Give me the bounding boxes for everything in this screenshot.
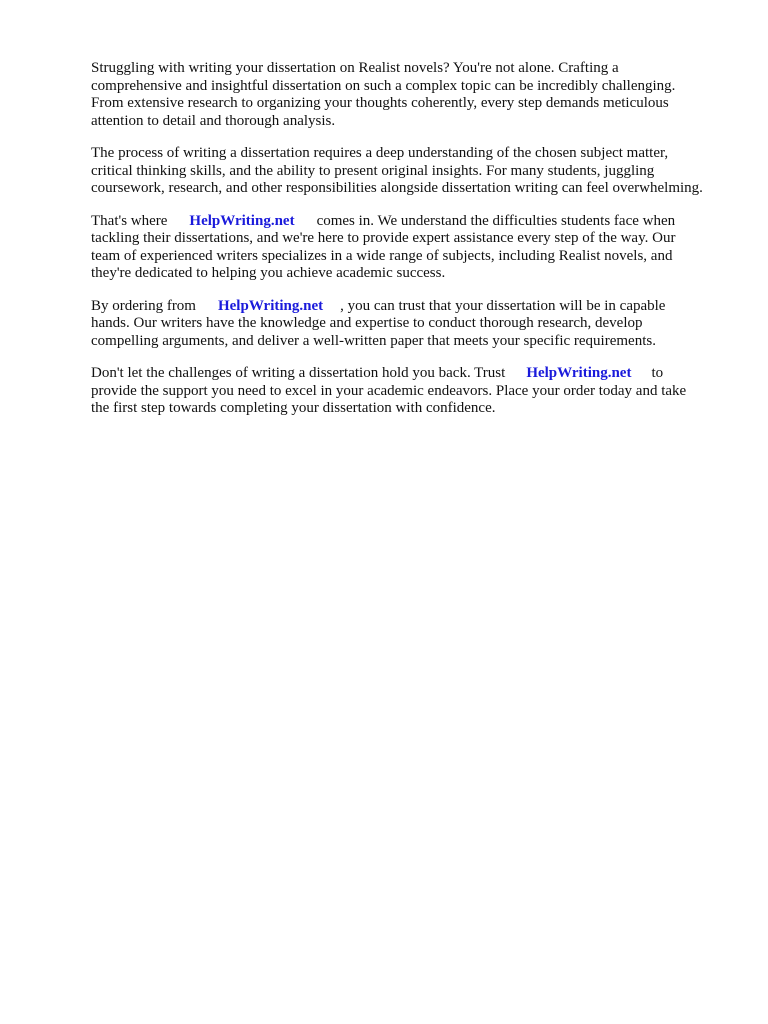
helpwriting-link[interactable]: HelpWriting.net	[217, 297, 324, 314]
paragraph-thats-where	[91, 213, 741, 283]
text-segment: Don't let the challenges of writing a dissertation hold you back. Trust	[91, 365, 506, 381]
text-line: coursework, research, and other responsibilities alongside dissertation writing can feel overwhelming.	[91, 180, 703, 196]
text-segment: comes in. We understand the difficulties students face when	[316, 212, 676, 229]
paragraph-process	[91, 145, 741, 198]
paragraph-ordering	[91, 298, 741, 351]
text-line: The process of writing a dissertation requires a deep understanding of the chosen subject matter,	[91, 145, 669, 161]
text-line: comprehensive and insightful dissertation on such a complex topic can be incredibly challenging.	[91, 77, 676, 94]
text-line: hands. Our writers have the knowledge and expertise to conduct thorough research, develop	[91, 315, 643, 331]
text-line: provide the support you need to excel in your academic endeavors. Place your order today and take	[91, 382, 687, 399]
helpwriting-link[interactable]: HelpWriting.net	[189, 212, 295, 229]
text-line: tackling their dissertations, and we're here to provide expert assistance every step of the way. Our	[91, 230, 676, 246]
text-line: team of experienced writers specializes in a wide range of subjects, including Realist novels, and	[91, 247, 673, 264]
paragraph-intro	[91, 60, 741, 130]
text-line: attention to detail and thorough analysis.	[91, 112, 336, 129]
text-line	[91, 298, 741, 316]
document-page	[91, 60, 741, 433]
text-line	[91, 213, 741, 231]
text-segment: to	[651, 365, 664, 381]
text-line: they're dedicated to helping you achieve academic success.	[91, 265, 446, 281]
text-segment: That's where	[91, 212, 168, 229]
text-segment: , you can trust that your dissertation will be in capable	[340, 297, 666, 314]
text-line: critical thinking skills, and the ability to present original insights. For many students, juggling	[91, 162, 655, 179]
paragraph-trust	[91, 365, 741, 418]
text-line: From extensive research to organizing your thoughts coherently, every step demands meticulous	[91, 95, 669, 111]
helpwriting-link[interactable]: HelpWriting.net	[526, 365, 632, 381]
text-line: the first step towards completing your dissertation with confidence.	[91, 400, 496, 416]
text-line	[91, 365, 741, 383]
text-line: Struggling with writing your dissertation on Realist novels? You're not alone. Crafting a	[91, 60, 619, 76]
text-segment: By ordering from	[91, 297, 196, 314]
text-line: compelling arguments, and deliver a well-written paper that meets your specific requirements.	[91, 332, 656, 349]
